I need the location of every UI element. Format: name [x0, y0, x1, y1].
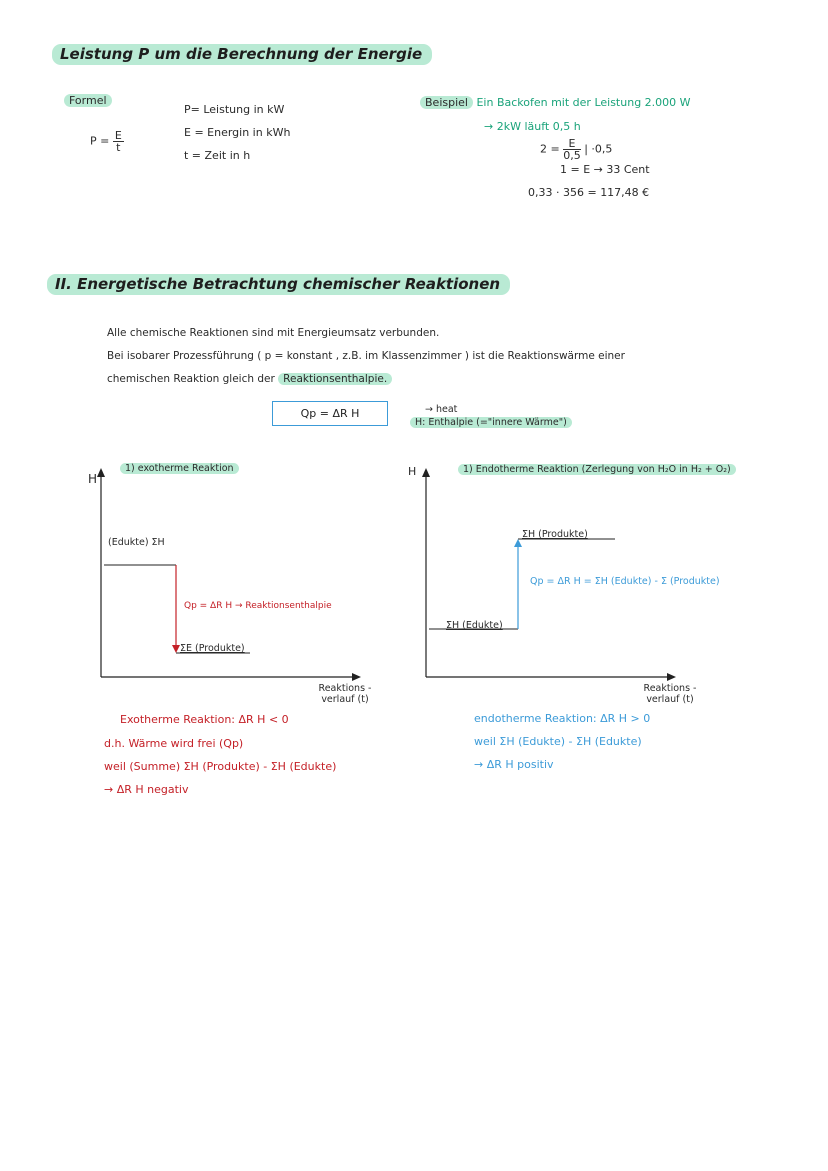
- exotherm-arrow-label: Qp = ΔR H → Reaktionsenthalpie: [184, 601, 332, 611]
- formula-p-equals-e-over-t: P = $\frac{E}{t}$: [90, 129, 122, 154]
- endotherm-produkte-label: ΣH (Produkte): [522, 529, 588, 540]
- exotherm-title: 1) exotherme Reaktion: [120, 463, 239, 474]
- endotherm-y-arrowhead: [422, 468, 430, 477]
- formula-definitions: [184, 98, 290, 167]
- definition-t: t = Zeit in h: [184, 149, 251, 162]
- section2-title: II. Energetische Betrachtung chemischer Reaktionen: [47, 275, 510, 293]
- endotherm-note-2: weil ΣH (Edukte) - ΣH (Edukte): [474, 735, 642, 748]
- endotherm-y-label: H: [408, 465, 417, 478]
- section1-title: Leistung P um die Berechnung der Energie: [52, 45, 432, 63]
- intro-line3: chemischen Reaktion gleich der Reaktionsenthalpie.: [107, 373, 392, 385]
- beispiel-line5: 0,33 · 356 = 117,48 €: [528, 186, 650, 199]
- heat-note: → heat: [425, 404, 458, 415]
- intro-line1: Alle chemische Reaktionen sind mit Energieumsatz verbunden.: [107, 327, 440, 339]
- enthalpie-note: H: Enthalpie (="innere Wärme"): [410, 417, 572, 428]
- exotherm-produkte-label: ΣE (Produkte): [180, 643, 245, 654]
- beispiel-line2: → 2kW läuft 0,5 h: [484, 120, 581, 133]
- exotherm-edukte-label: (Edukte) ΣH: [108, 537, 165, 548]
- exotherm-note-1: Exotherme Reaktion: ΔR H < 0: [120, 713, 289, 726]
- formel-label: Formel: [64, 94, 112, 107]
- endotherm-x-arrowhead: [667, 673, 676, 681]
- definition-p: P= Leistung in kW: [184, 103, 285, 116]
- endotherm-arrow-label: Qp = ΔR H = ΣH (Edukte) - Σ (Produkte): [530, 576, 720, 587]
- beispiel-label: Beispiel: [420, 96, 473, 109]
- exotherm-note-4: → ΔR H negativ: [104, 783, 189, 796]
- exotherm-x-arrowhead: [352, 673, 361, 681]
- endotherm-title: 1) Endotherme Reaktion (Zerlegung von H₂O in H₂ + O₂): [458, 463, 758, 476]
- exotherm-note-3: weil (Summe) ΣH (Produkte) - ΣH (Edukte): [104, 760, 337, 773]
- exotherm-arrowhead: [172, 645, 180, 653]
- beispiel-line1: Beispiel Ein Backofen mit der Leistung 2.000 W: [420, 96, 691, 109]
- definition-e: E = Energin in kWh: [184, 126, 291, 139]
- endotherm-edukte-label: ΣH (Edukte): [446, 620, 503, 631]
- endotherm-arrowhead: [514, 539, 522, 547]
- exotherm-chart: [80, 455, 380, 700]
- endotherm-x-label: Reaktions - verlauf (t): [643, 683, 697, 705]
- beispiel-line3: 2 = $\frac{E}{0,5}$ | ·0,5: [540, 137, 613, 162]
- endotherm-note-1: endotherme Reaktion: ΔR H > 0: [474, 712, 651, 725]
- exotherm-x-label: Reaktions - verlauf (t): [318, 683, 372, 705]
- beispiel-line4: 1 = E → 33 Cent: [560, 163, 650, 176]
- exotherm-y-label: H: [88, 472, 98, 486]
- qp-formula-box: Qp = ΔR H: [272, 401, 388, 426]
- exotherm-note-2: d.h. Wärme wird frei (Qp): [104, 737, 244, 750]
- intro-line2: Bei isobarer Prozessführung ( p = konstant , z.B. im Klassenzimmer ) ist die Reaktionswärme einer: [107, 350, 625, 362]
- exotherm-y-arrowhead: [97, 468, 105, 477]
- endotherm-note-3: → ΔR H positiv: [474, 758, 554, 771]
